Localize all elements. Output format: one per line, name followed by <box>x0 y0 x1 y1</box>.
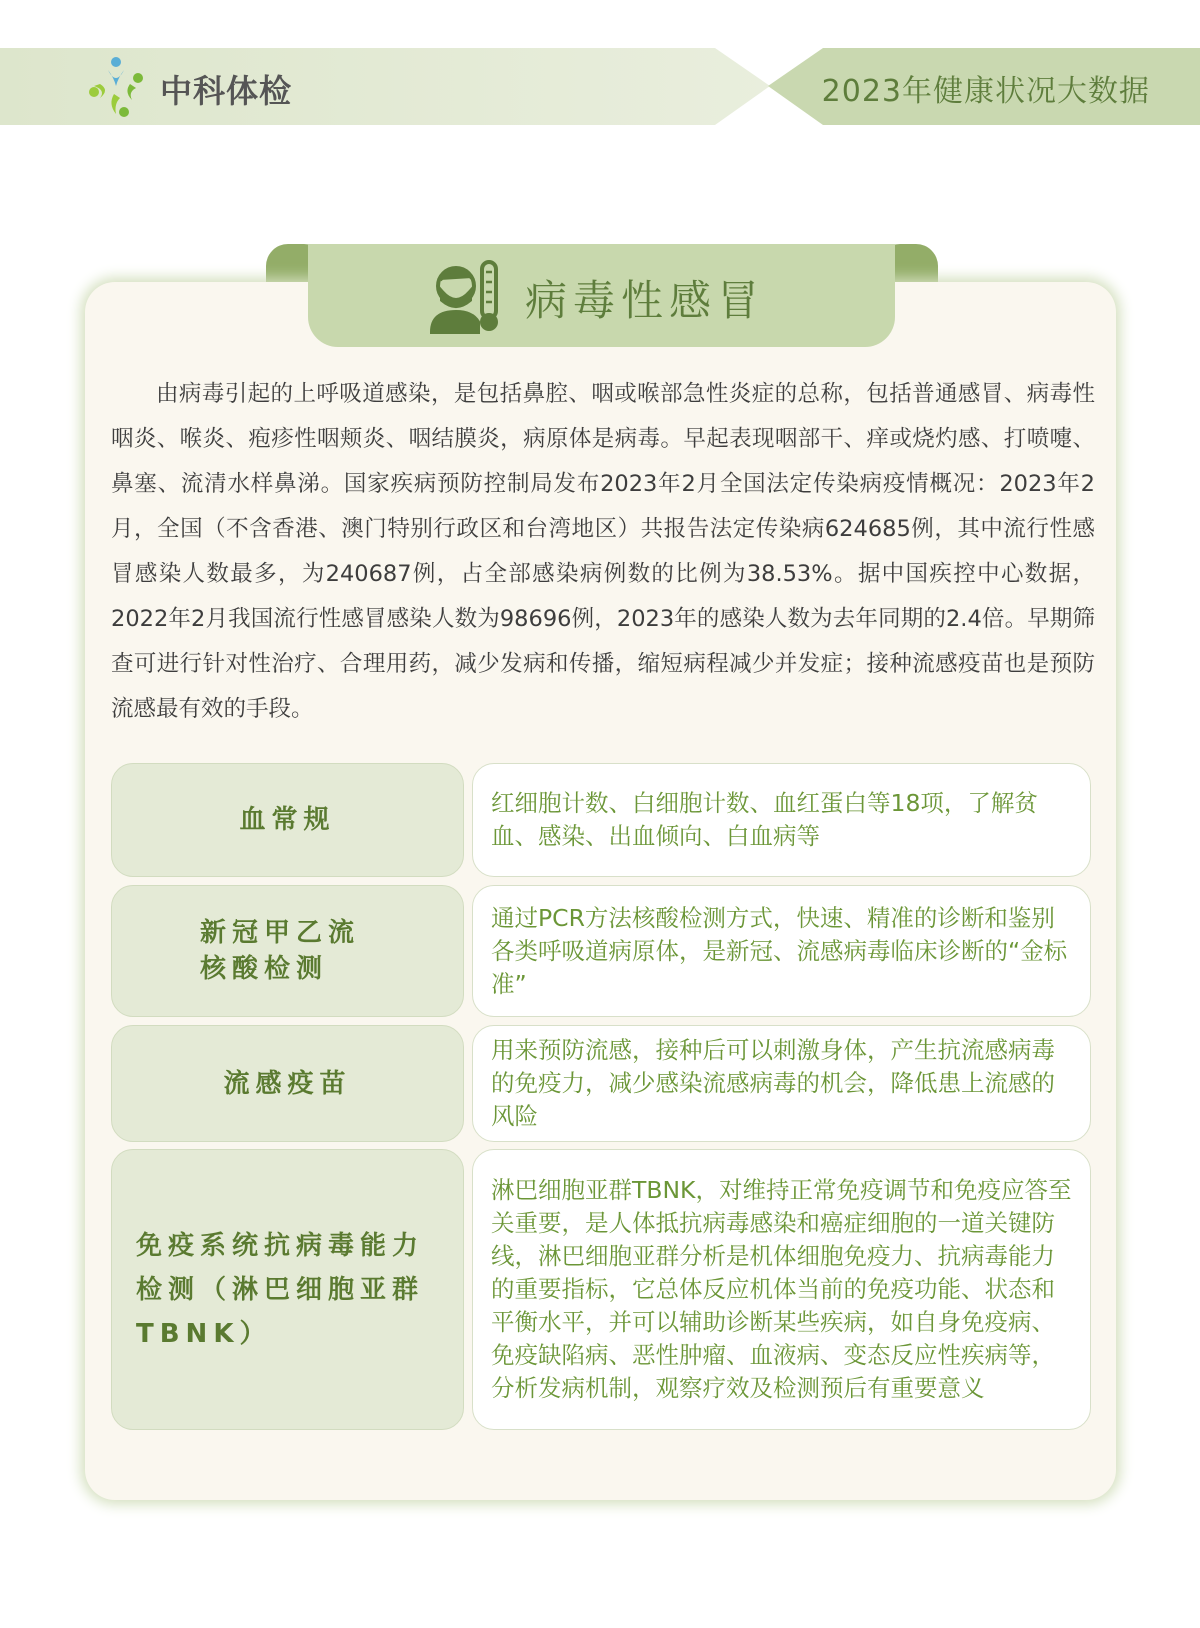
table-row <box>111 1025 1091 1142</box>
item-name: 血常规 <box>111 763 464 877</box>
masked-person-thermometer-icon <box>428 256 504 334</box>
item-description: 淋巴细胞亚群TBNK，对维持正常免疫调节和免疫应答至关重要，是人体抵抗病毒感染和癌症细胞的一道关键防线，淋巴细胞亚群分析是机体细胞免疫力、抗病毒能力的重要指标，它总体反应机体当前的免疫功能、状态和平衡水平，并可以辅助诊断某些疾病，如自身免疫病、免疫缺陷病、恶性肿瘤、血液病、变态反应性疾病等，分析发病机制，观察疗效及检测预后有重要意义 <box>472 1149 1091 1430</box>
table-row <box>111 885 1091 1017</box>
item-description: 红细胞计数、白细胞计数、血红蛋白等18项，了解贫血、感染、出血倾向、白血病等 <box>472 763 1091 877</box>
table-row <box>111 763 1091 877</box>
item-description: 通过PCR方法核酸检测方式，快速、精准的诊断和鉴别各类呼吸道病原体，是新冠、流感病毒临床诊断的“金标准” <box>472 885 1091 1017</box>
item-name: 流感疫苗 <box>111 1025 464 1142</box>
brand-name: 中科体检 <box>160 72 293 110</box>
intro-paragraph: 由病毒引起的上呼吸道感染，是包括鼻腔、咽或喉部急性炎症的总称，包括普通感冒、病毒性咽炎、喉炎、疱疹性咽颊炎、咽结膜炎，病原体是病毒。早起表现咽部干、痒或烧灼感、打喷嚏、鼻塞、流清水样鼻涕。国家疾病预防控制局发布2023年2月全国法定传染病疫情概况：2023年2月，全国（不含香港、澳门特别行政区和台湾地区）共报告法定传染病624685例，其中流行性感冒感染人数最多，为240687例，占全部感染病例数的比例为38.53%。据中国疾控中心数据，2022年2月我国流行性感冒感染人数为98696例，2023年的感染人数为去年同期的2.4倍。早期筛查可进行针对性治疗、合理用药，减少发病和传播，缩短病程减少并发症；接种流感疫苗也是预防流感最有效的手段。 <box>111 381 1095 722</box>
section-title: 病毒性感冒 <box>525 276 766 325</box>
report-title: 2023年健康状况大数据 <box>821 74 1150 109</box>
brand-logo-icon <box>86 56 146 118</box>
item-description: 用来预防流感，接种后可以刺激身体，产生抗流感病毒的免疫力，减少感染流感病毒的机会，降低患上流感的风险 <box>472 1025 1091 1142</box>
item-name: 免疫系统抗病毒能力检测（淋巴细胞亚群TBNK） <box>111 1149 464 1430</box>
table-row <box>111 1149 1091 1430</box>
item-name: 新冠甲乙流核酸检测 <box>111 885 464 1017</box>
